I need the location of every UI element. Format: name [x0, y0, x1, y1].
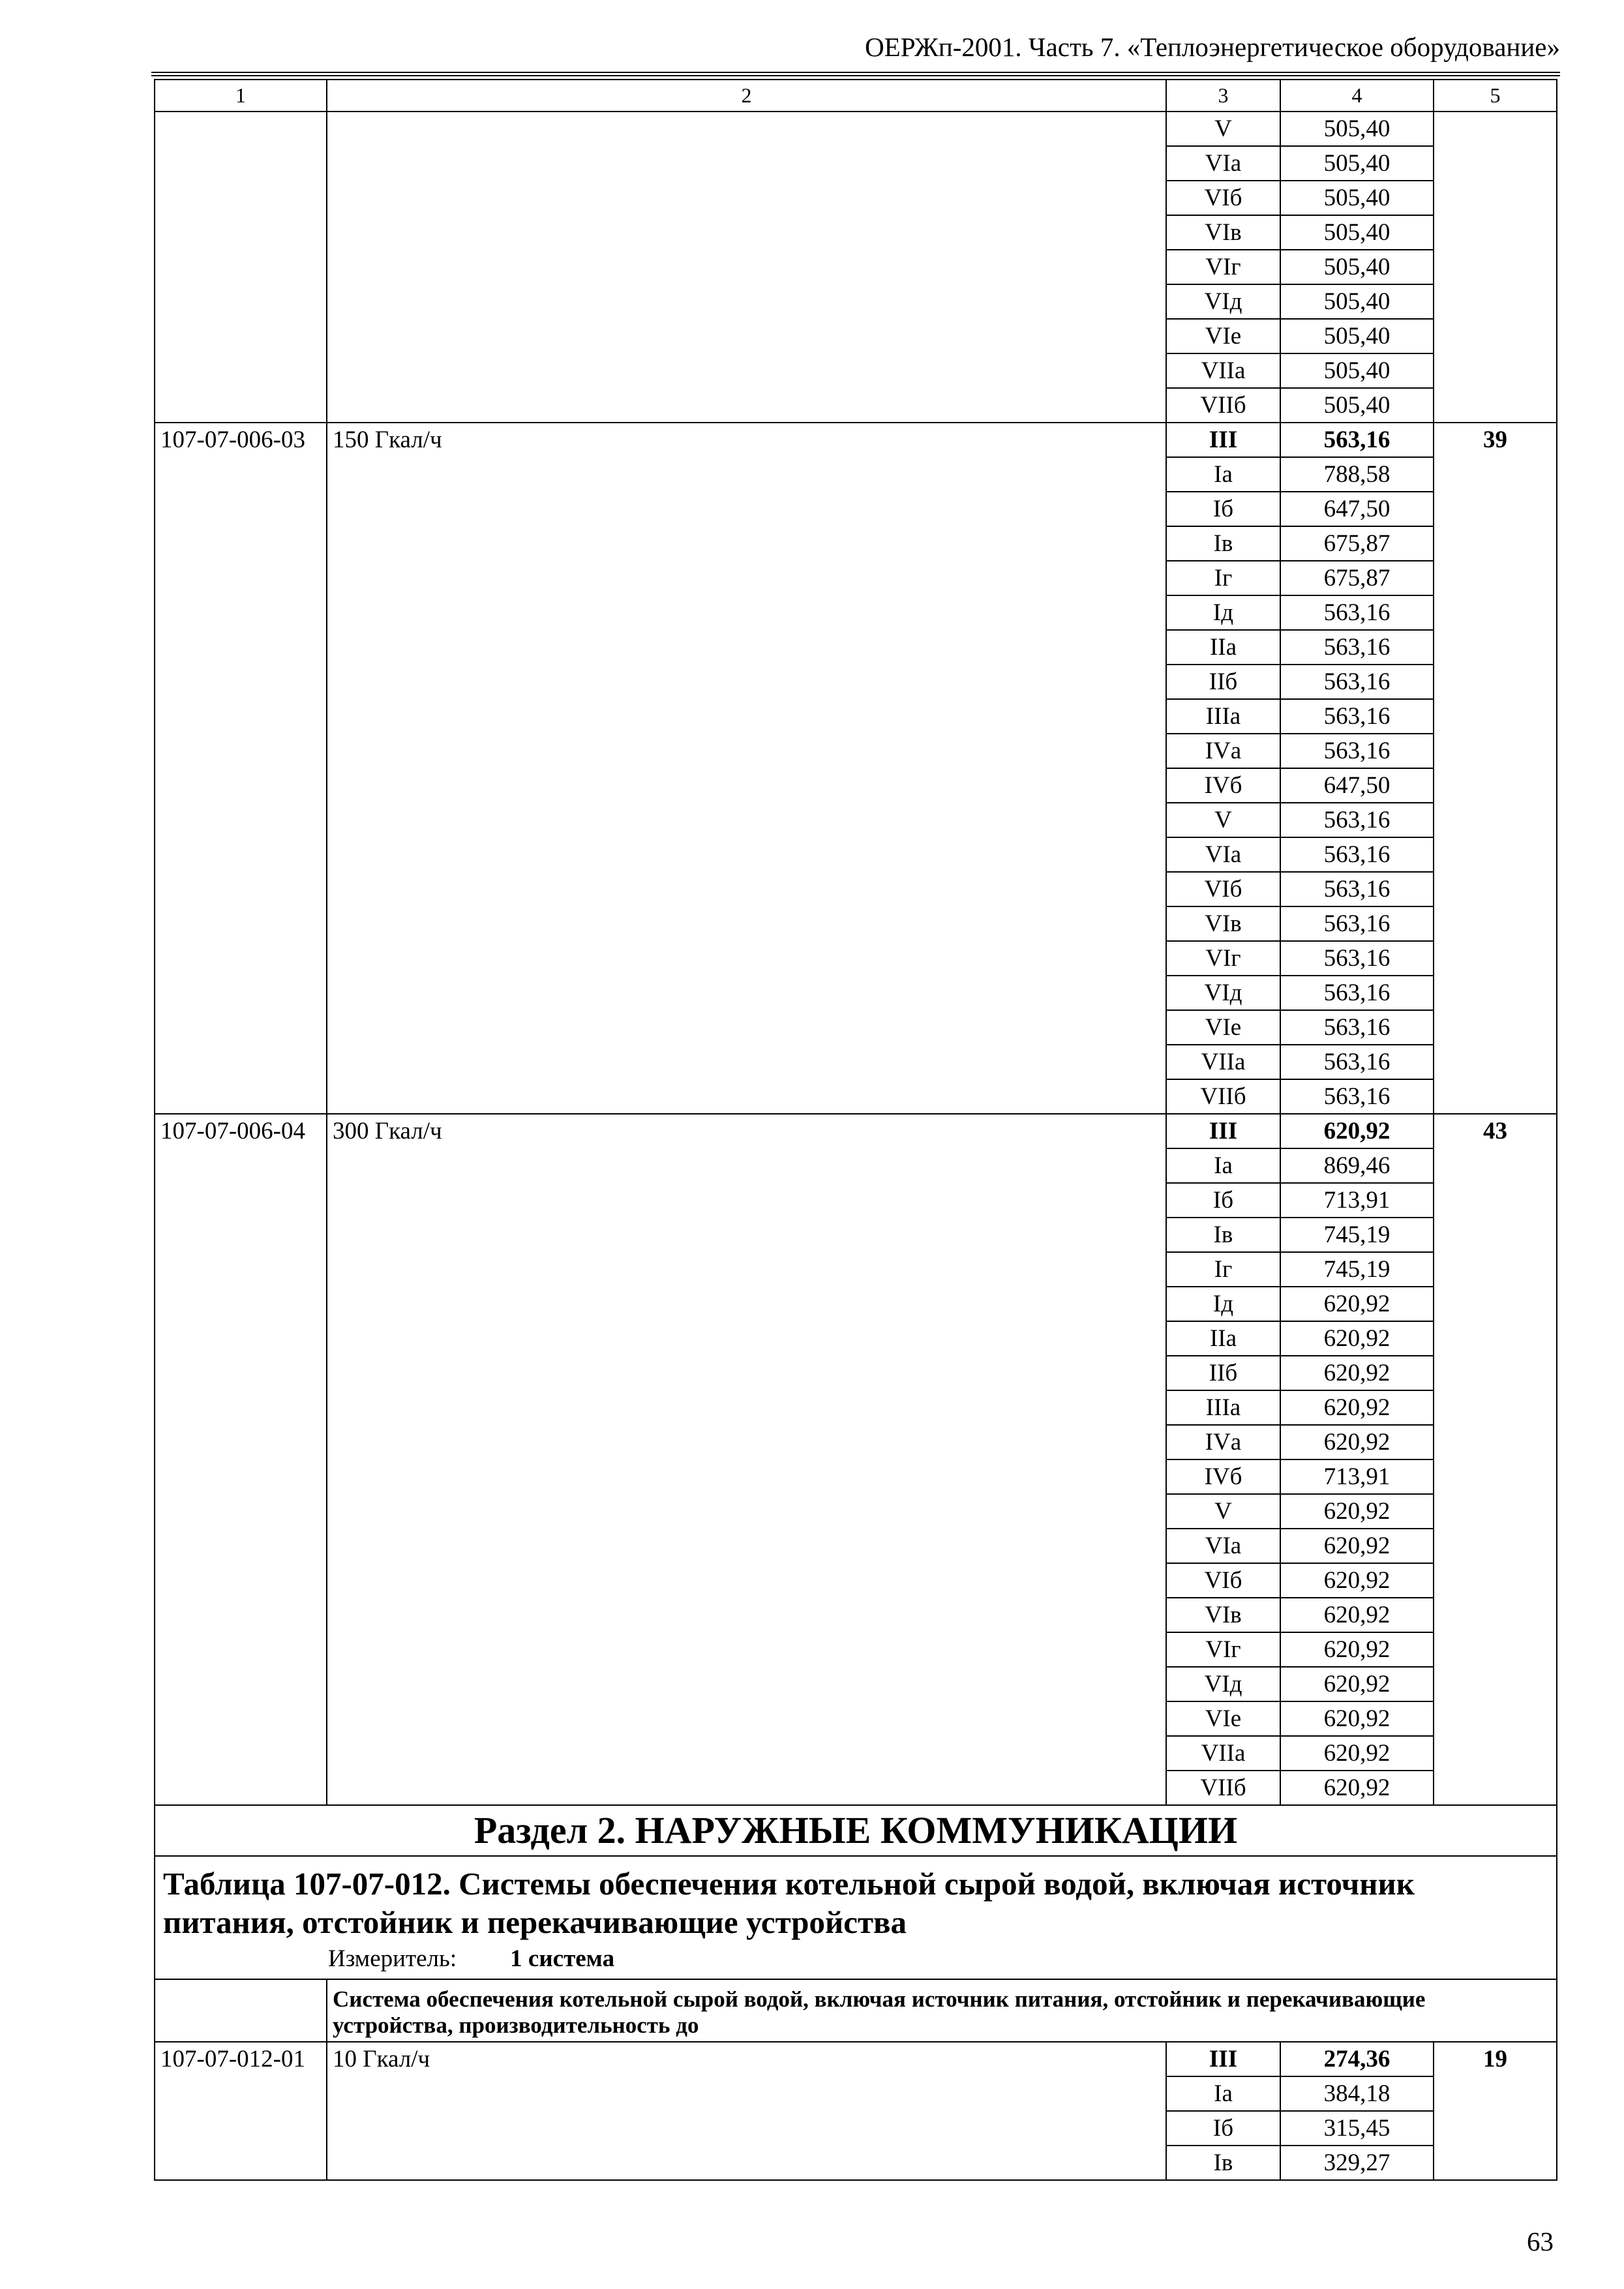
- rate-value: 563,16: [1280, 941, 1434, 976]
- rate-value: 505,40: [1280, 353, 1434, 388]
- region-zone: VIIа: [1166, 1045, 1280, 1079]
- rate-value: 713,91: [1280, 1459, 1434, 1494]
- rate-value: 563,16: [1280, 630, 1434, 665]
- rate-value: 563,16: [1280, 734, 1434, 768]
- table-cell: [155, 1979, 327, 2042]
- region-zone: Iд: [1166, 1287, 1280, 1321]
- section-row: [155, 1805, 1557, 1856]
- column-number-row: [155, 80, 1557, 112]
- table-row: [155, 423, 1557, 457]
- running-header: ОЕРЖп-2001. Часть 7. «Теплоэнергетическое оборудование»: [865, 32, 1560, 62]
- region-zone: Iв: [1166, 526, 1280, 561]
- rate-value: 505,40: [1280, 146, 1434, 181]
- item-description: [327, 112, 1166, 423]
- rate-value: 713,91: [1280, 1183, 1434, 1218]
- rate-value: 620,92: [1280, 1287, 1434, 1321]
- rate-value: 563,16: [1280, 837, 1434, 872]
- column-number: 5: [1434, 80, 1557, 112]
- region-zone: VIд: [1166, 1667, 1280, 1701]
- measurer: [163, 1944, 1548, 1973]
- header-rule: [151, 72, 1560, 76]
- region-zone: VIг: [1166, 1632, 1280, 1667]
- labor-value: 39: [1434, 423, 1557, 1114]
- region-zone: IIIа: [1166, 1390, 1280, 1425]
- rate-value: 620,92: [1280, 1771, 1434, 1805]
- rates-table: [154, 79, 1557, 2181]
- rate-value: 620,92: [1280, 1632, 1434, 1667]
- region-zone: IVб: [1166, 768, 1280, 803]
- rate-value: 647,50: [1280, 768, 1434, 803]
- labor-value: 19: [1434, 2042, 1557, 2180]
- region-zone: Iг: [1166, 1252, 1280, 1287]
- rate-value: 620,92: [1280, 1598, 1434, 1632]
- table-row: [155, 1114, 1557, 1148]
- item-description: 150 Гкал/ч: [327, 423, 1166, 1114]
- measurer-value: 1 система: [510, 1945, 615, 1972]
- region-zone: VIб: [1166, 181, 1280, 215]
- region-zone: VIг: [1166, 941, 1280, 976]
- region-zone: Iа: [1166, 457, 1280, 492]
- item-description: 300 Гкал/ч: [327, 1114, 1166, 1805]
- region-zone: VIб: [1166, 1563, 1280, 1598]
- rate-value: 620,92: [1280, 1321, 1434, 1356]
- rate-value: 869,46: [1280, 1148, 1434, 1183]
- rate-value: 620,92: [1280, 1529, 1434, 1563]
- region-zone: VIIа: [1166, 1736, 1280, 1771]
- region-zone: VIа: [1166, 1529, 1280, 1563]
- rate-value: 384,18: [1280, 2076, 1434, 2111]
- rate-value: 647,50: [1280, 492, 1434, 526]
- measurer-label: Измеритель:: [328, 1945, 457, 1972]
- rate-value: 563,16: [1280, 1079, 1434, 1114]
- column-number: 1: [155, 80, 327, 112]
- item-code: 107-07-012-01: [155, 2042, 327, 2180]
- region-zone: VIIб: [1166, 1771, 1280, 1805]
- table-row: [155, 2042, 1557, 2076]
- region-zone: Iд: [1166, 595, 1280, 630]
- rate-value: 620,92: [1280, 1667, 1434, 1701]
- region-zone: Iа: [1166, 1148, 1280, 1183]
- region-zone: Iб: [1166, 1183, 1280, 1218]
- table-title-row: [155, 1856, 1557, 1979]
- region-zone: IIа: [1166, 630, 1280, 665]
- column-number: 4: [1280, 80, 1434, 112]
- region-zone: Iа: [1166, 2076, 1280, 2111]
- region-zone: V: [1166, 112, 1280, 146]
- rate-value: 563,16: [1280, 595, 1434, 630]
- region-zone: III: [1166, 2042, 1280, 2076]
- item-code: 107-07-006-03: [155, 423, 327, 1114]
- rate-value: 563,16: [1280, 1045, 1434, 1079]
- rate-value: 675,87: [1280, 526, 1434, 561]
- rate-value: 505,40: [1280, 284, 1434, 319]
- region-zone: IIIа: [1166, 699, 1280, 734]
- table-title: Таблица 107-07-012. Системы обеспечения котельной сырой водой, включая источник питания, отстойник и перекачивающие устройства: [163, 1866, 1415, 1940]
- rate-value: 505,40: [1280, 388, 1434, 423]
- rate-value: 563,16: [1280, 976, 1434, 1010]
- region-zone: VIв: [1166, 1598, 1280, 1632]
- rate-value: 563,16: [1280, 665, 1434, 699]
- region-zone: VIд: [1166, 284, 1280, 319]
- group-heading-row: [155, 1979, 1557, 2042]
- region-zone: VIг: [1166, 250, 1280, 284]
- rate-value: 315,45: [1280, 2111, 1434, 2146]
- rate-value: 620,92: [1280, 1494, 1434, 1529]
- region-zone: VIе: [1166, 319, 1280, 353]
- region-zone: VIб: [1166, 872, 1280, 906]
- rate-value: 675,87: [1280, 561, 1434, 595]
- rate-value: 563,16: [1280, 803, 1434, 837]
- region-zone: Iв: [1166, 1218, 1280, 1252]
- region-zone: VIе: [1166, 1010, 1280, 1045]
- column-number: 2: [327, 80, 1166, 112]
- labor-value: 43: [1434, 1114, 1557, 1805]
- table-row: [155, 112, 1557, 146]
- table-title-cell: [155, 1856, 1557, 1979]
- region-zone: IVб: [1166, 1459, 1280, 1494]
- region-zone: IVа: [1166, 1425, 1280, 1459]
- rate-value: 563,16: [1280, 1010, 1434, 1045]
- region-zone: IIб: [1166, 1356, 1280, 1390]
- rate-value: 788,58: [1280, 457, 1434, 492]
- region-zone: VIа: [1166, 146, 1280, 181]
- item-code: [155, 112, 327, 423]
- item-code: 107-07-006-04: [155, 1114, 327, 1805]
- region-zone: IIб: [1166, 665, 1280, 699]
- rate-value: 620,92: [1280, 1425, 1434, 1459]
- rate-value: 745,19: [1280, 1252, 1434, 1287]
- section-title: Раздел 2. НАРУЖНЫЕ КОММУНИКАЦИИ: [155, 1805, 1557, 1856]
- rate-value: 505,40: [1280, 181, 1434, 215]
- region-zone: VIе: [1166, 1701, 1280, 1736]
- rate-value: 620,92: [1280, 1736, 1434, 1771]
- item-description: 10 Гкал/ч: [327, 2042, 1166, 2180]
- region-zone: VIд: [1166, 976, 1280, 1010]
- region-zone: VIв: [1166, 906, 1280, 941]
- page-number: 63: [1527, 2226, 1554, 2256]
- rate-value: 620,92: [1280, 1701, 1434, 1736]
- rate-value: 620,92: [1280, 1114, 1434, 1148]
- rate-value: 563,16: [1280, 906, 1434, 941]
- region-zone: Iб: [1166, 2111, 1280, 2146]
- rate-value: 563,16: [1280, 872, 1434, 906]
- region-zone: VIIа: [1166, 353, 1280, 388]
- rate-value: 620,92: [1280, 1356, 1434, 1390]
- region-zone: VIIб: [1166, 388, 1280, 423]
- column-number: 3: [1166, 80, 1280, 112]
- region-zone: V: [1166, 803, 1280, 837]
- region-zone: V: [1166, 1494, 1280, 1529]
- region-zone: Iб: [1166, 492, 1280, 526]
- region-zone: VIа: [1166, 837, 1280, 872]
- region-zone: Iг: [1166, 561, 1280, 595]
- region-zone: VIIб: [1166, 1079, 1280, 1114]
- rate-value: 329,27: [1280, 2146, 1434, 2180]
- rate-value: 274,36: [1280, 2042, 1434, 2076]
- group-heading: Система обеспечения котельной сырой водой, включая источник питания, отстойник и перекачивающие устройства, производительность до: [327, 1979, 1557, 2042]
- rate-value: 505,40: [1280, 319, 1434, 353]
- region-zone: IIа: [1166, 1321, 1280, 1356]
- rate-value: 563,16: [1280, 699, 1434, 734]
- rate-value: 620,92: [1280, 1390, 1434, 1425]
- rate-value: 745,19: [1280, 1218, 1434, 1252]
- region-zone: III: [1166, 1114, 1280, 1148]
- rate-value: 563,16: [1280, 423, 1434, 457]
- region-zone: IVа: [1166, 734, 1280, 768]
- region-zone: VIв: [1166, 215, 1280, 250]
- rate-value: 505,40: [1280, 112, 1434, 146]
- rate-value: 620,92: [1280, 1563, 1434, 1598]
- region-zone: Iв: [1166, 2146, 1280, 2180]
- rate-value: 505,40: [1280, 250, 1434, 284]
- region-zone: III: [1166, 423, 1280, 457]
- labor-value: [1434, 112, 1557, 423]
- rate-value: 505,40: [1280, 215, 1434, 250]
